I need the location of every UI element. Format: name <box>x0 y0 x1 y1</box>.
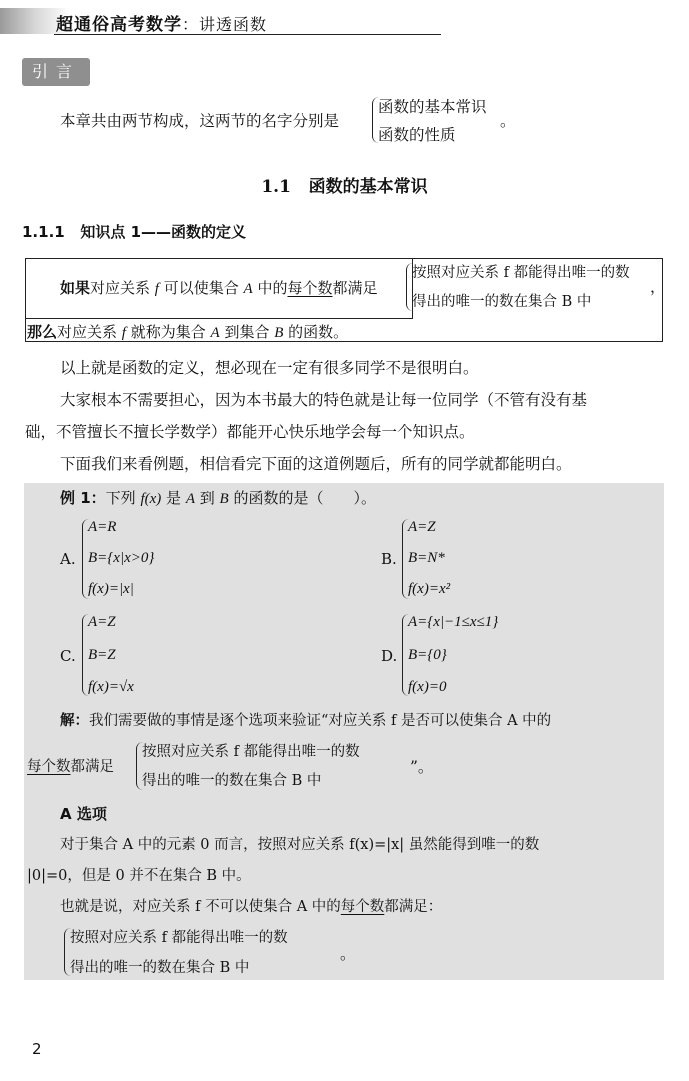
if-keyword: 如果 <box>60 279 91 297</box>
option-a-analysis-1: 对于集合 A 中的元素 0 而言，按照对应关系 f(x)=|x| 虽然能得到唯一的数 <box>60 837 540 853</box>
solution-label: 解： <box>60 713 89 729</box>
option-a-analysis-2: |0|=0，但是 0 并不在集合 B 中。 <box>27 868 251 884</box>
option-c-letter: C. <box>60 647 76 665</box>
subsection-title-text: 知识点 1——函数的定义 <box>80 223 247 241</box>
page-number: 2 <box>32 1040 42 1058</box>
option-b-line-1: A=Z <box>408 519 436 535</box>
then-keyword: 那么 <box>27 323 58 341</box>
each-number-underlined: 每个数 <box>287 279 333 297</box>
intro-end-punct: 。 <box>500 112 516 130</box>
paragraph-2: 大家根本不需要担心，因为本书最大的特色就是让每一位同学（不管有没有基 <box>60 391 588 409</box>
option-a-end: 。 <box>340 945 356 963</box>
option-c-line-2: B=Z <box>88 647 116 663</box>
option-d-line-1: A={x|−1≤x≤1} <box>408 614 499 630</box>
definition-comma: ， <box>650 278 666 296</box>
definition-condition-1: 按照对应关系 f 都能得出唯一的数 <box>412 265 630 281</box>
intro-badge: 引言 <box>22 58 90 86</box>
option-d-line-3: f(x)=0 <box>408 679 447 695</box>
option-a-line-1: A=R <box>88 519 117 535</box>
option-b-line-3: f(x)=x² <box>408 581 451 597</box>
intro-section-name-1: 函数的基本常识 <box>378 98 487 116</box>
option-a-line-3: f(x)=|x| <box>88 581 134 597</box>
option-a-each-number: 每个数 <box>340 899 385 915</box>
example-question: 例 1：下列 f(x) 是 A 到 B 的函数的是（ ）。 <box>60 489 376 507</box>
subsection-title <box>22 221 246 242</box>
option-a-condition-2: 得出的唯一的数在集合 B 中 <box>70 960 250 976</box>
option-a-line-2: B={x|x>0} <box>88 550 155 566</box>
solution-close: ”。 <box>410 758 434 776</box>
paragraph-3: 下面我们来看例题，相信看完下面的这道例题后，所有的同学就都能明白。 <box>60 455 572 473</box>
definition-line-2: 那么对应关系 f 就称为集合 A 到集合 B 的函数。 <box>27 323 349 341</box>
section-title <box>0 172 689 197</box>
definition-divider <box>25 318 413 319</box>
option-c-line-3: f(x)=√x <box>88 679 134 695</box>
option-a-heading: A 选项 <box>60 805 107 823</box>
solution-condition-2: 得出的唯一的数在集合 B 中 <box>142 773 322 789</box>
paragraph-2-cont: 础，不管擅长不擅长学数学）都能开心快乐地学会每一个知识点。 <box>25 423 475 441</box>
book-subtitle: ：讲透函数 <box>182 15 268 34</box>
option-d-letter: D. <box>381 647 398 665</box>
section-title-text: 函数的基本常识 <box>308 177 428 197</box>
section-number: 1.1 <box>261 177 291 197</box>
solution-line-1: 解：我们需要做的事情是逐个选项来验证“对应关系 f 是否可以使集合 A 中的 <box>60 713 552 729</box>
option-a-condition-1: 按照对应关系 f 都能得出唯一的数 <box>70 930 288 946</box>
intro-section-name-2: 函数的性质 <box>378 126 456 144</box>
solution-line-2: 每个数都满足 <box>27 759 114 775</box>
paragraph-1: 以上就是函数的定义，想必现在一定有很多同学不是很明白。 <box>60 359 479 377</box>
option-b-line-2: B=N* <box>408 550 445 566</box>
option-a-analysis-3: 也就是说，对应关系 f 不可以使集合 A 中的每个数都满足： <box>60 899 443 915</box>
intro-lead-text: 本章共由两节构成，这两节的名字分别是 <box>60 112 340 130</box>
solution-condition-1: 按照对应关系 f 都能得出唯一的数 <box>142 744 360 760</box>
running-header <box>56 10 267 35</box>
option-c-line-1: A=Z <box>88 614 116 630</box>
definition-line-1: 如果对应关系 f 可以使集合 A 中的每个数都满足 <box>60 279 378 297</box>
option-b-letter: B. <box>381 550 397 568</box>
option-a-letter: A. <box>60 550 76 568</box>
option-d-line-2: B={0} <box>408 647 447 663</box>
solution-each-number: 每个数 <box>27 759 71 775</box>
book-title: 超通俗高考数学 <box>56 15 182 35</box>
example-label: 例 1： <box>60 489 106 507</box>
subsection-number: 1.1.1 <box>22 223 65 241</box>
definition-condition-2: 得出的唯一的数在集合 B 中 <box>412 294 592 310</box>
